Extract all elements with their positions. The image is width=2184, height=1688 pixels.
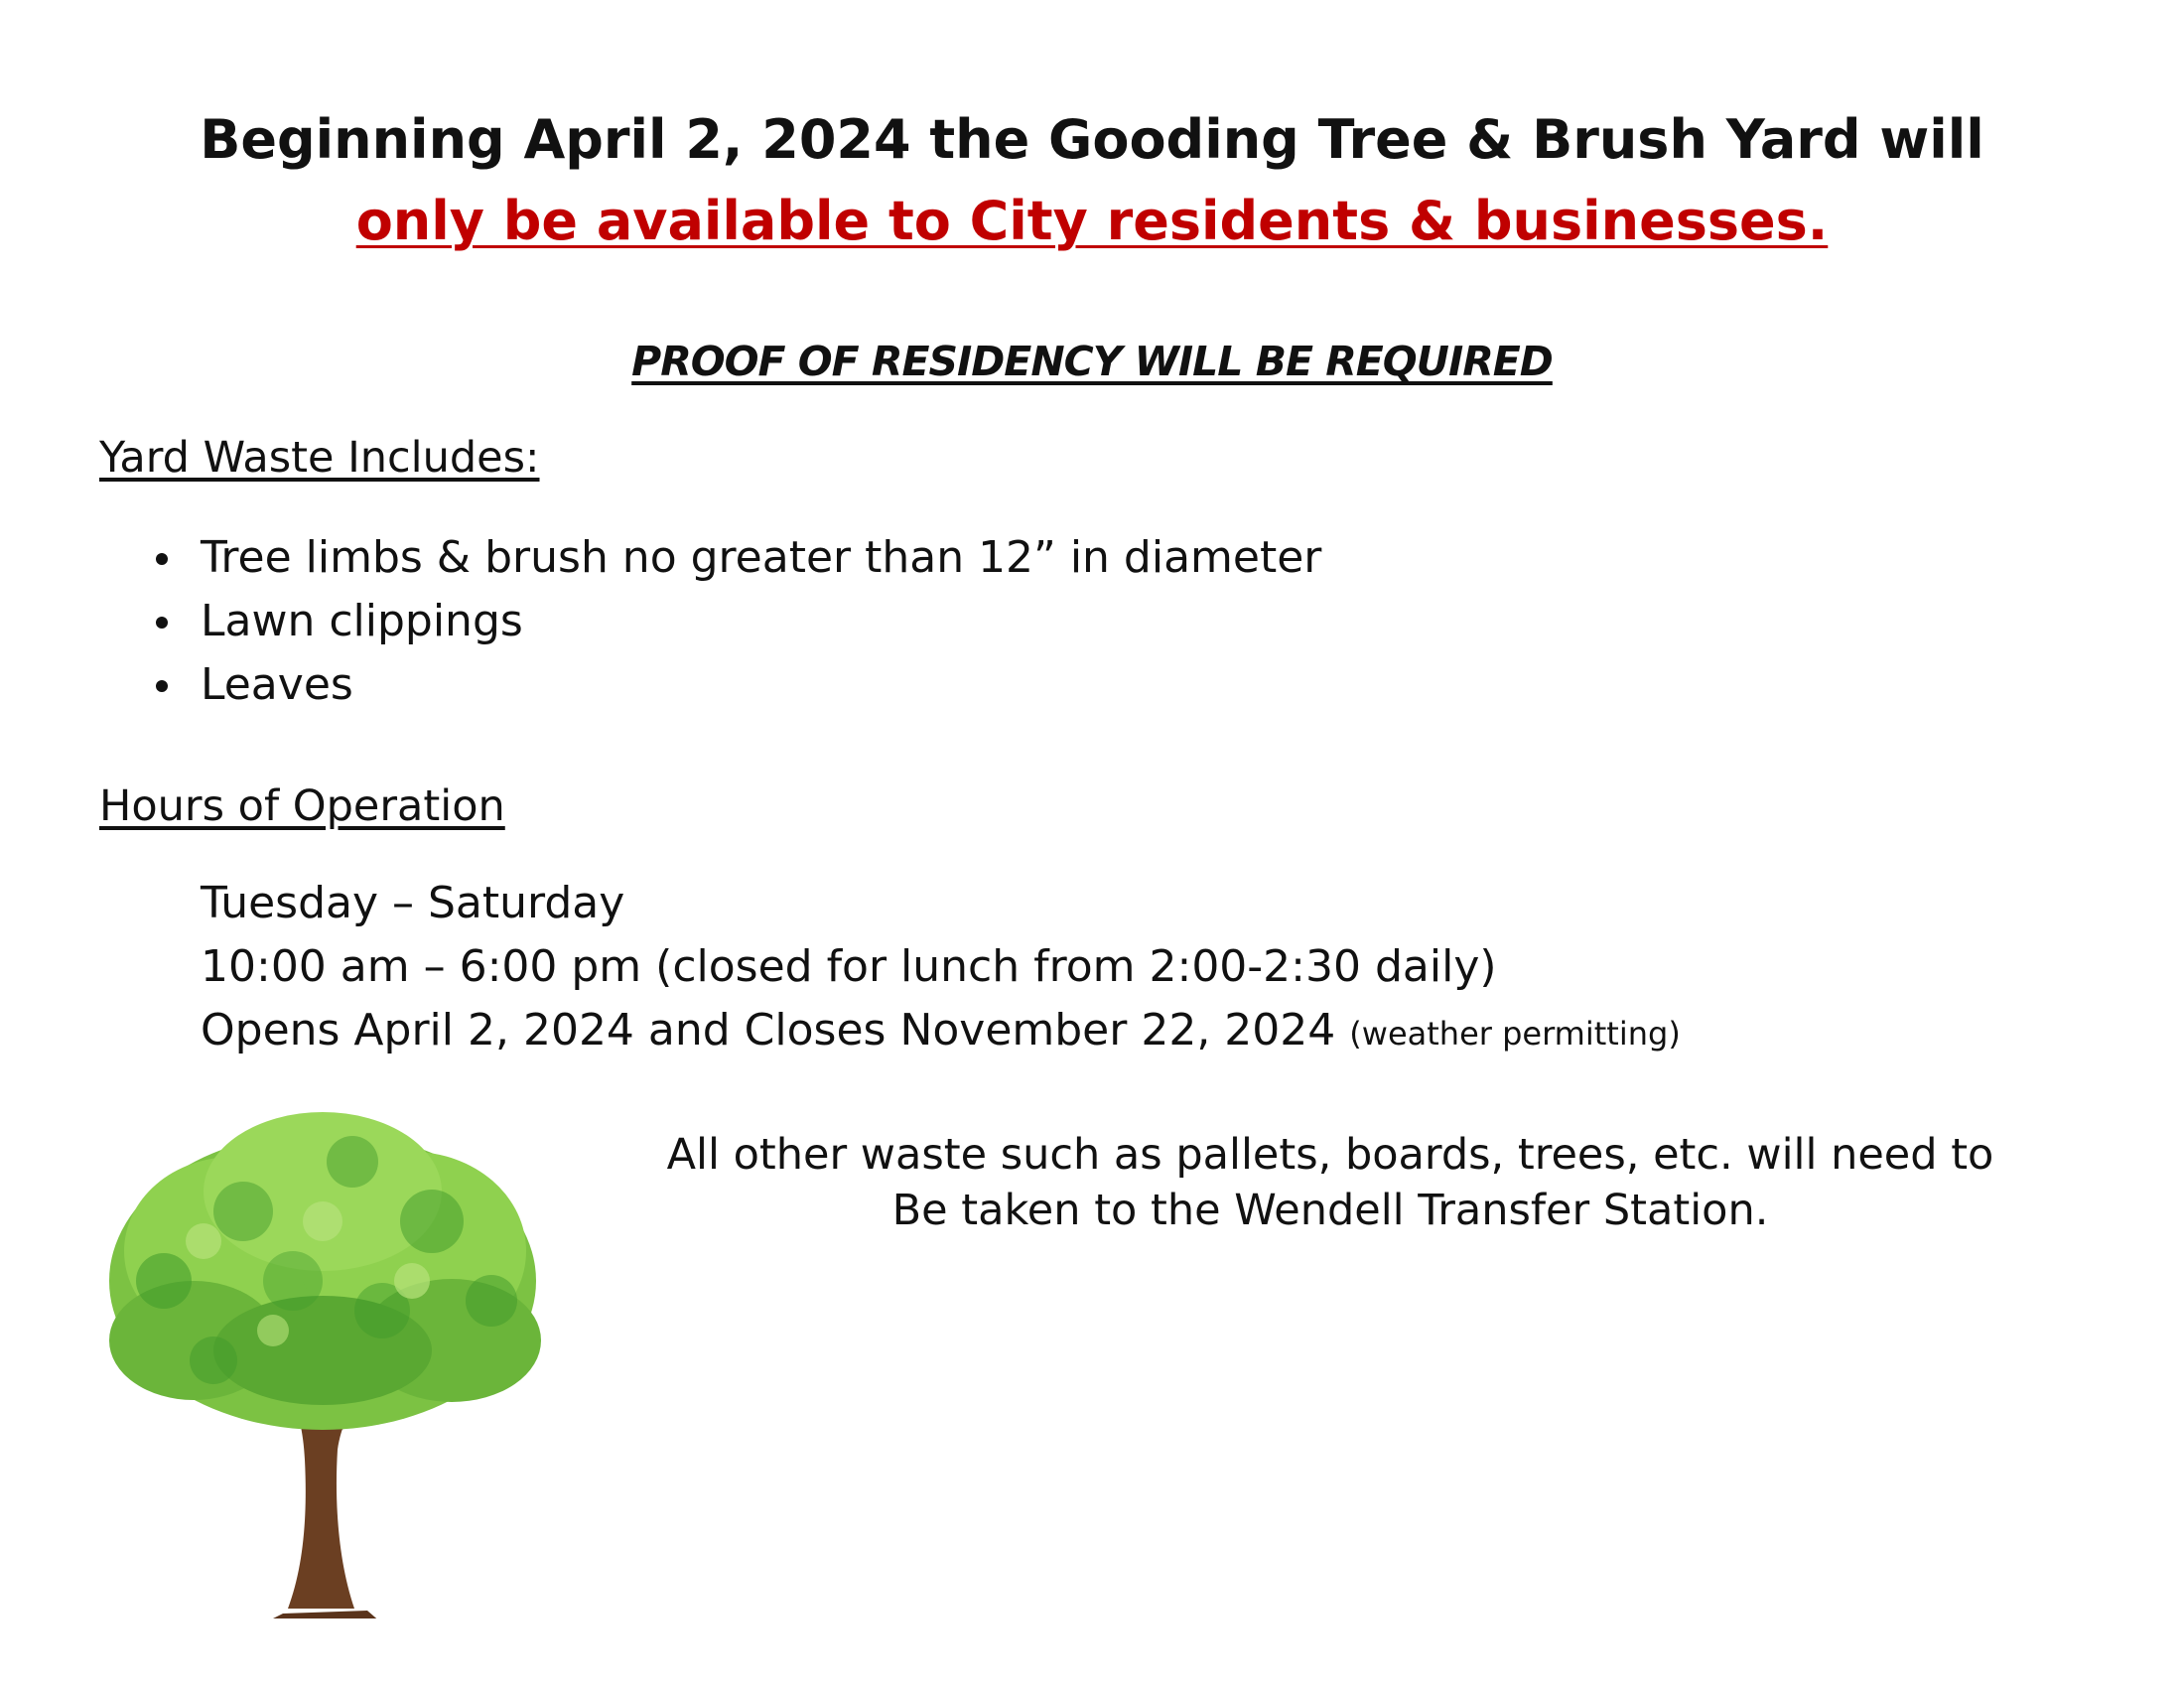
headline-emphasis: only be available to City residents & businesses.: [355, 190, 1829, 252]
bullet-icon: [156, 680, 168, 692]
bullet-icon: [156, 617, 168, 629]
hours-heading: Hours of Operation: [99, 781, 505, 831]
weather-note: (weather permitting): [1349, 1015, 1681, 1053]
yard-waste-heading: Yard Waste Includes:: [99, 433, 540, 483]
headline: [149, 99, 2035, 262]
headline-lead: Beginning April 2, 2024 the Gooding Tree & Brush Yard will: [200, 108, 1984, 171]
hours-times: 10:00 am – 6:00 pm (closed for lunch from 2:00-2:30 daily): [201, 941, 1497, 992]
hours-season-text: Opens April 2, 2024 and Closes November 22, 2024: [201, 1005, 1336, 1055]
hours-season: [201, 999, 1681, 1065]
list-item-text: Leaves: [201, 659, 353, 710]
list-item: [149, 653, 1321, 717]
list-item: [149, 526, 1321, 590]
tree-canopy: [109, 1112, 541, 1430]
hours-block: [201, 872, 1681, 1065]
tree-illustration: [94, 1102, 551, 1618]
other-waste-line-1: All other waste such as pallets, boards, trees, etc. will need to: [666, 1130, 1994, 1180]
hours-days: Tuesday – Saturday: [201, 878, 625, 928]
other-waste-line-2: Be taken to the Wendell Transfer Station.: [891, 1186, 1769, 1235]
list-item-text: Tree limbs & brush no greater than 12” in diameter: [201, 532, 1322, 583]
list-item-text: Lawn clippings: [201, 596, 523, 646]
proof-of-residency-notice: PROOF OF RESIDENCY WILL BE REQUIRED: [631, 338, 1553, 385]
yard-waste-list: [149, 526, 1321, 717]
list-item: [149, 590, 1321, 653]
bullet-icon: [156, 553, 168, 565]
other-waste-notice: [635, 1127, 2025, 1238]
